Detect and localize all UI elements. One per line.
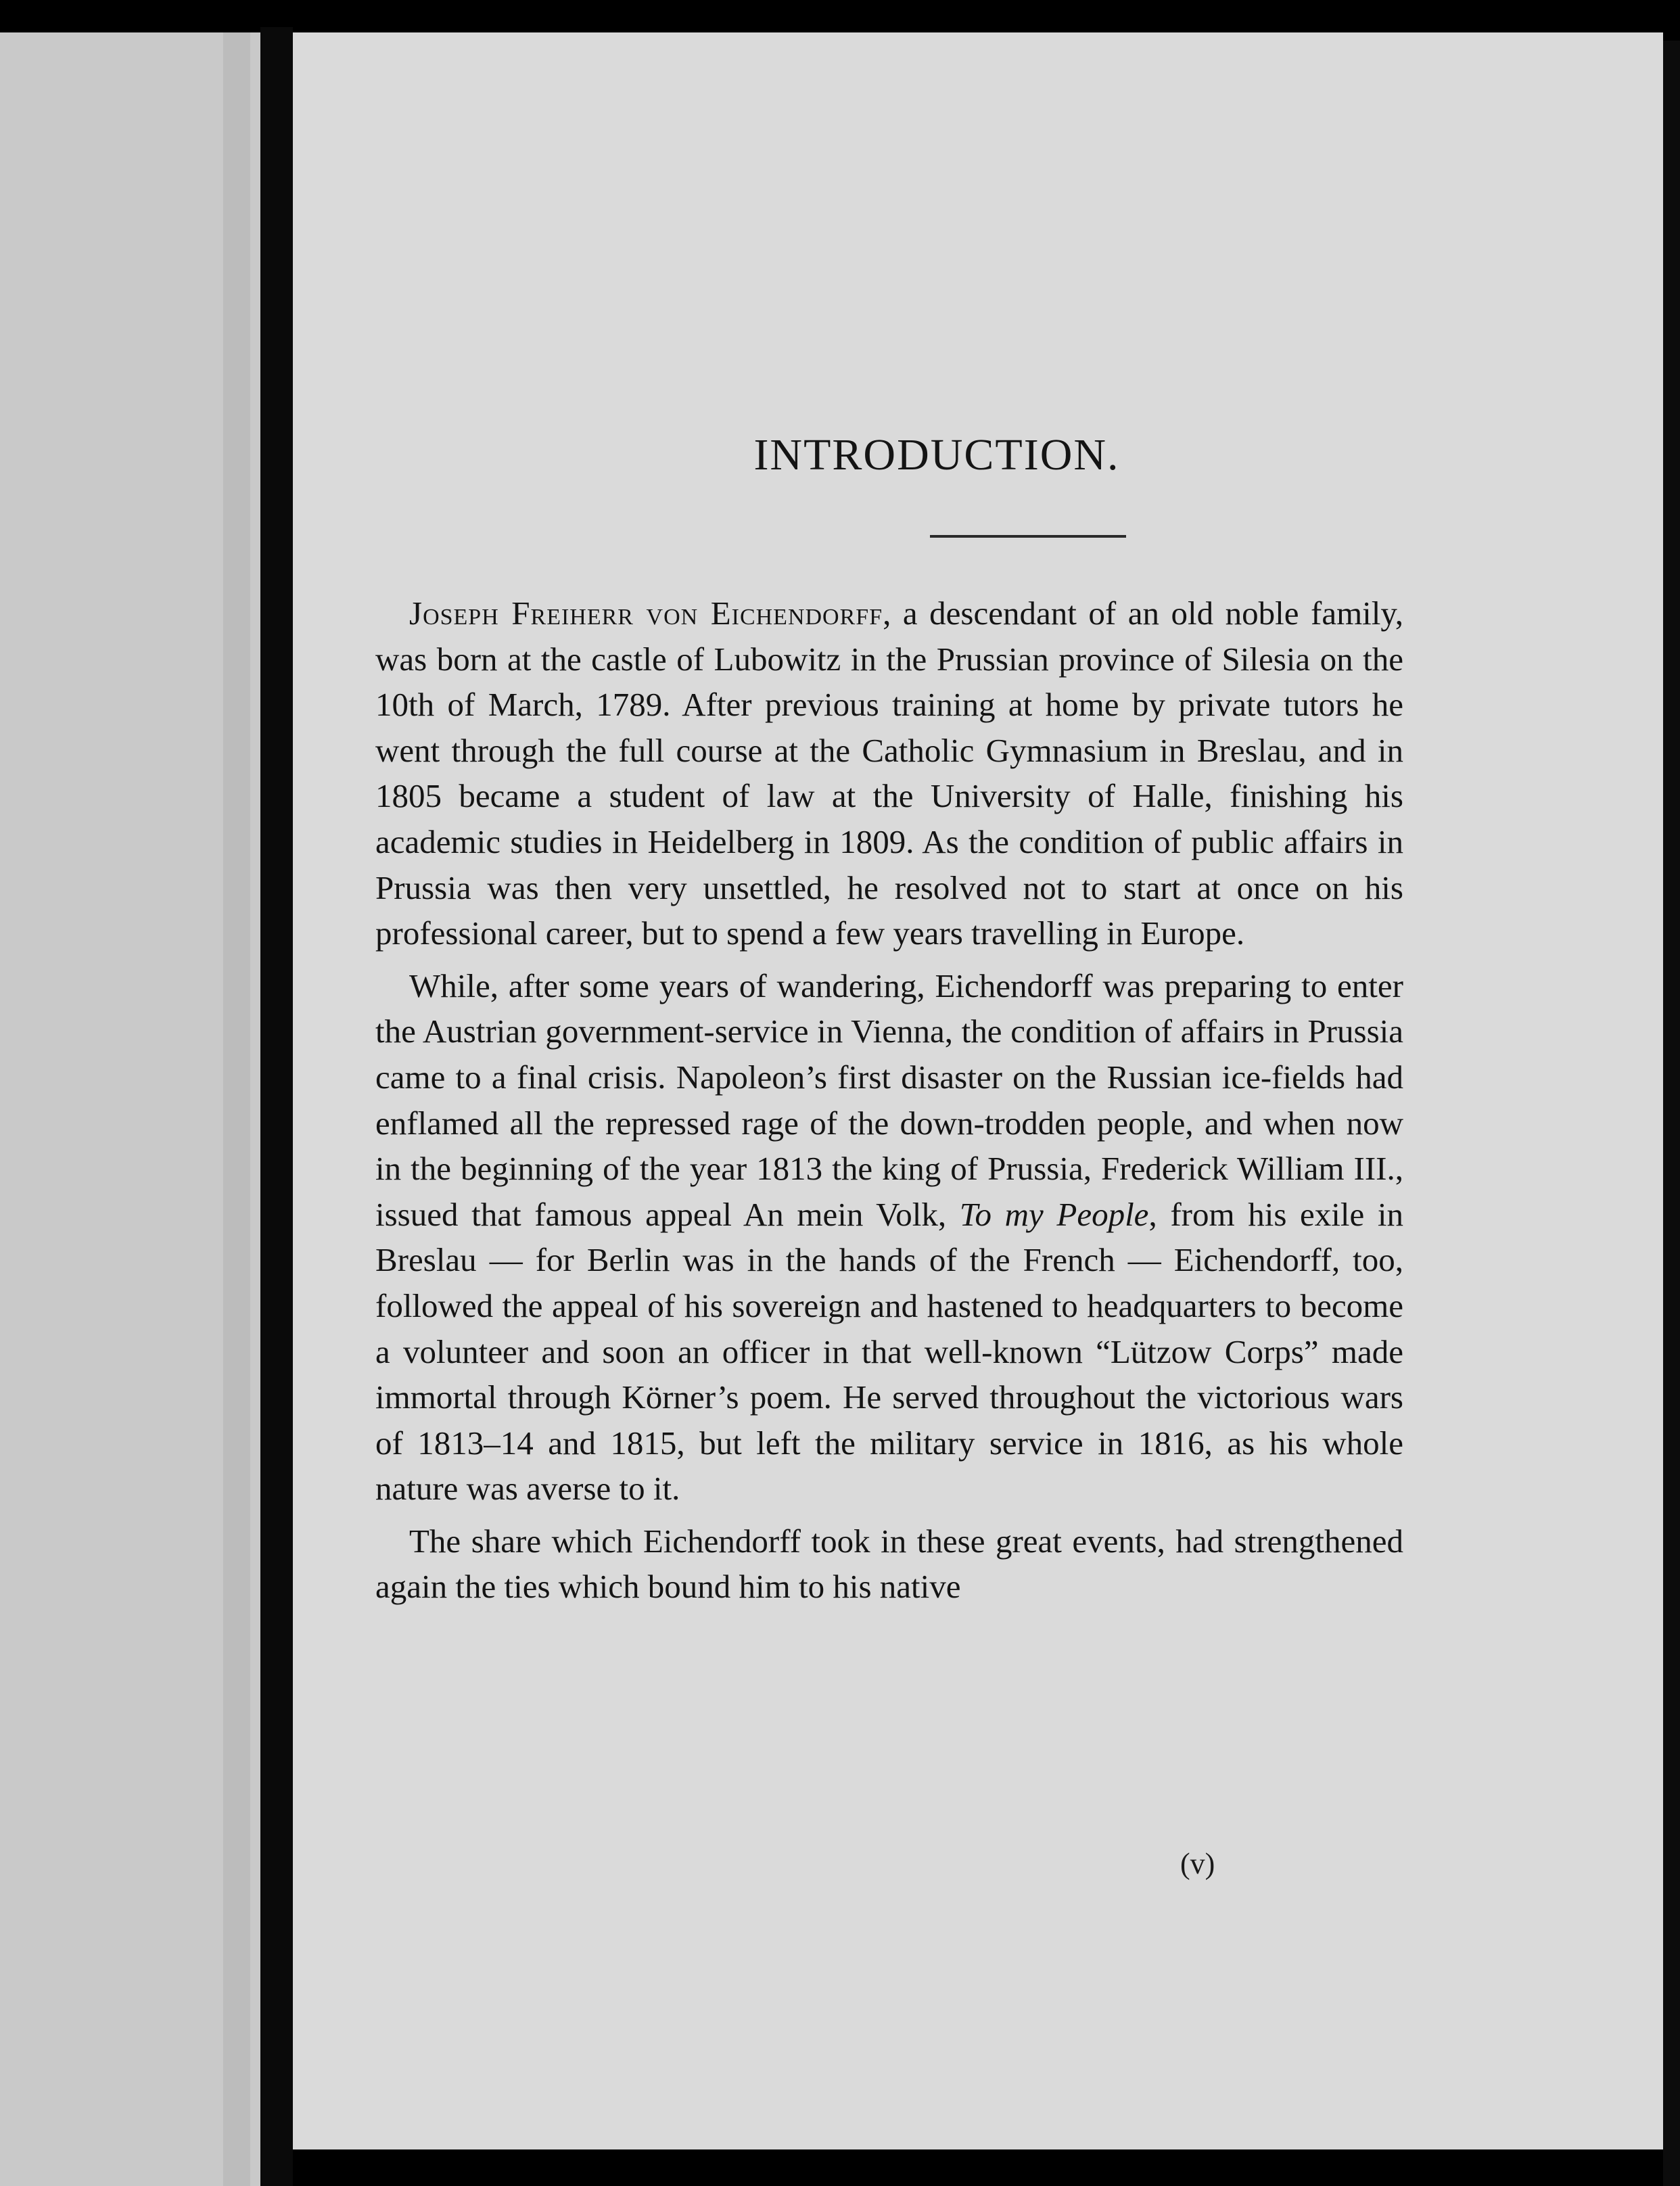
paragraph-3-text: The share which Eichendorff took in these great events, had strengthened again the ties which bound him to his native (375, 1522, 1403, 1606)
paragraph-1-text: , a descendant of an old noble family, was born at the castle of Lubowitz in the Prussian province of Silesia on the 10th of March, 1789. After previous training at home by private tutors he went through the full course at the Catholic Gymnasium in Breslau, and in 1805 became a student of law at the University of Halle, finishing his academic studies in Heidelberg in 1809. As the condition of public affairs in Prussia was then very unsettled, he resolved not to start at once on his professional career, but to spend a few years travelling in Europe. (375, 595, 1403, 952)
page-right-edge (1663, 41, 1680, 2186)
paragraph-2-text-before: While, after some years of wandering, Eichendorff was preparing to enter the Austrian government-service in Vienna, the condition of affairs in Prussia came to a final crisis. Napoleon’s first disaster on the Russian ice-fields had enflamed all the repressed rage of the down-trodden people, and when now in the beginning of the year 1813 the king of Prussia, Frederick William III., issued that famous appeal An mein Volk, (375, 967, 1403, 1233)
left-page-edge (223, 32, 250, 2186)
page-title: INTRODUCTION. (753, 430, 1120, 480)
paragraph-1-lead: Joseph Freiherr von Eichendorff (409, 595, 883, 632)
paragraph-3 (375, 1518, 1403, 1610)
page-number: (v) (1180, 1847, 1215, 1880)
body-text (375, 590, 1403, 1610)
paragraph-2-text-after: , from his exile in Breslau — for Berlin was in the hands of the French — Eichendorff, too, followed the appeal of his sovereign and hastened to headquarters to become a volunteer and soon an officer in that well-known “Lützow Corps” made immortal through Körner’s poem. He served throughout the victorious wars of 1813–14 and 1815, but left the military service in 1816, as his whole nature was averse to it. (375, 1195, 1403, 1508)
paragraph-1 (375, 590, 1403, 956)
title-rule (930, 535, 1126, 538)
page-text (375, 430, 1403, 1610)
paragraph-2 (375, 963, 1403, 1512)
book-gutter (260, 27, 293, 2186)
paragraph-2-italic: To my People (959, 1195, 1149, 1233)
left-page (0, 32, 260, 2186)
